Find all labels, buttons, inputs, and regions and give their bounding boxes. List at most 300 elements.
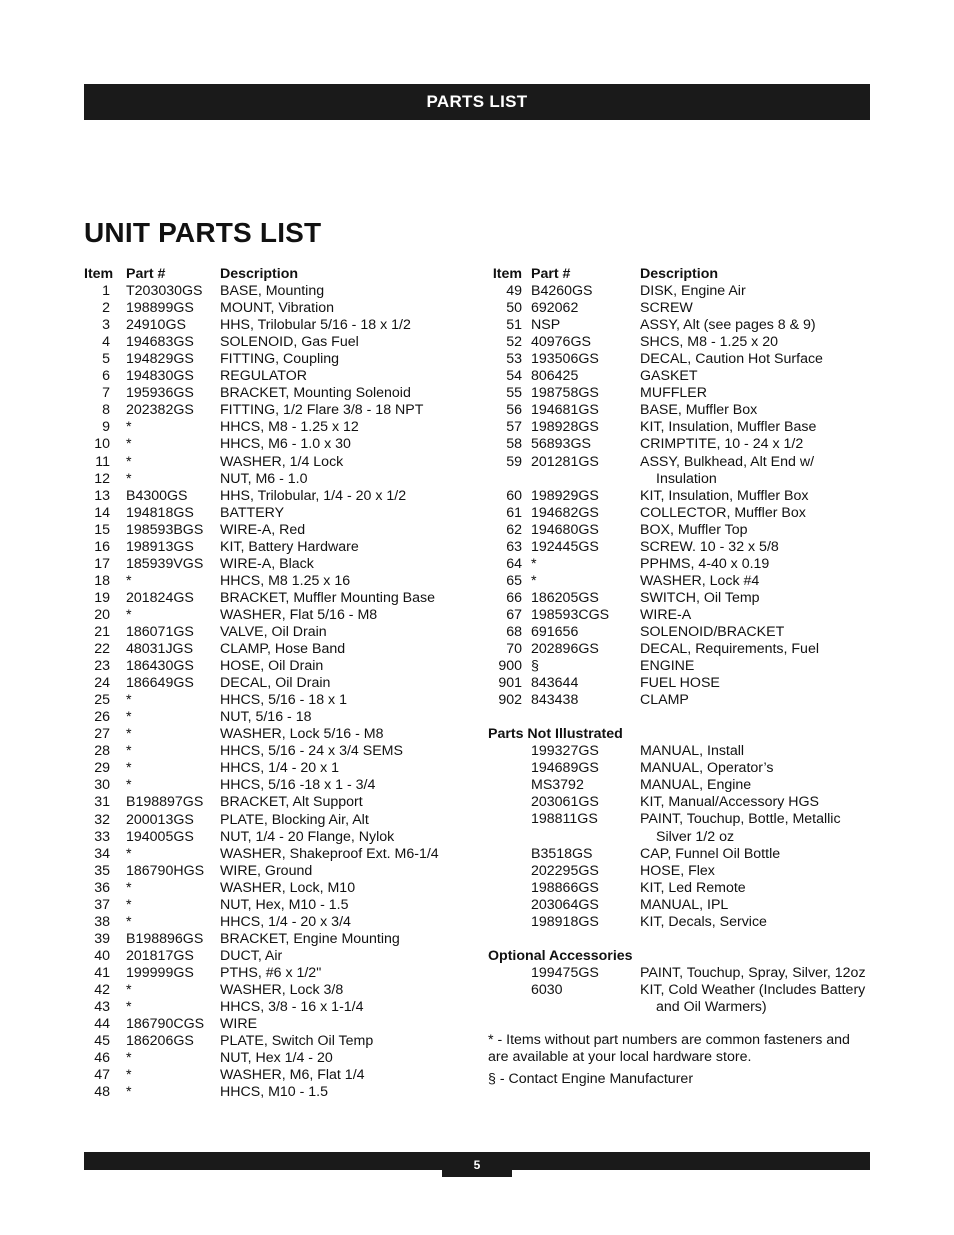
part-number: * <box>126 606 132 623</box>
item-number: 33 <box>94 828 110 845</box>
part-number: B4300GS <box>126 487 188 504</box>
table-row <box>488 641 878 658</box>
part-number: 185939VGS <box>126 555 204 572</box>
header-description: Description <box>640 266 719 282</box>
item-number: 35 <box>94 862 110 879</box>
part-description: WIRE-A <box>640 606 692 623</box>
table-row <box>84 471 464 488</box>
item-number: 38 <box>94 913 110 930</box>
item-number: 64 <box>506 555 522 572</box>
part-number: 186649GS <box>126 675 194 692</box>
part-number: § <box>531 658 539 675</box>
item-number: 14 <box>94 504 110 521</box>
part-number: T203030GS <box>126 283 203 300</box>
part-description: NUT, Hex 1/4 - 20 <box>220 1050 333 1067</box>
table-body-right <box>488 283 878 709</box>
list-item <box>488 760 878 777</box>
item-number-blank <box>488 471 522 488</box>
table-row <box>84 999 464 1016</box>
table-row <box>84 658 464 675</box>
fasteners-note: * - Items without part numbers are common fasteners and are available at your local hardware store. <box>488 1031 850 1065</box>
table-header-row <box>488 266 878 283</box>
table-row <box>84 914 464 931</box>
part-number: * <box>126 999 132 1016</box>
part-number: * <box>126 572 132 589</box>
table-row <box>84 726 464 743</box>
table-row <box>488 334 878 351</box>
part-number: 194829GS <box>126 351 194 368</box>
item-number: 51 <box>506 317 522 334</box>
table-row <box>488 573 878 590</box>
table-row <box>84 675 464 692</box>
list-item <box>488 880 878 897</box>
table-row <box>84 539 464 556</box>
part-description: MANUAL, Operator’s <box>640 760 774 777</box>
part-number: * <box>126 1067 132 1084</box>
item-number: 26 <box>94 709 110 726</box>
table-row <box>84 283 464 300</box>
part-number: B4260GS <box>531 283 593 300</box>
part-number: 201281GS <box>531 453 599 470</box>
part-number: 186071GS <box>126 623 194 640</box>
item-number: 57 <box>506 419 522 436</box>
part-number: 201817GS <box>126 947 194 964</box>
item-number: 11 <box>95 453 110 470</box>
item-number: 50 <box>506 300 522 317</box>
item-number: 20 <box>94 606 110 623</box>
table-row <box>84 641 464 658</box>
item-number: 42 <box>94 981 110 998</box>
table-row <box>84 794 464 811</box>
item-number: 6 <box>102 368 110 385</box>
page-number-label: 5 <box>473 1157 481 1172</box>
table-row <box>84 760 464 777</box>
part-number: * <box>531 572 537 589</box>
part-number: 843644 <box>531 675 579 692</box>
part-number: NSP <box>531 317 561 334</box>
table-row <box>84 709 464 726</box>
part-number: 692062 <box>531 300 579 317</box>
item-number: 18 <box>94 572 110 589</box>
table-body-left <box>84 283 464 1101</box>
part-description: HHCS, 5/16 -18 x 1 - 3/4 <box>220 777 376 794</box>
part-number: 199999GS <box>126 964 194 981</box>
item-number: 45 <box>94 1033 110 1050</box>
part-number: 186430GS <box>126 658 194 675</box>
part-description: ASSY, Bulkhead, Alt End w/ <box>640 453 815 470</box>
part-number: 48031JGS <box>126 641 194 658</box>
table-row <box>84 982 464 999</box>
table-row <box>84 829 464 846</box>
part-description: HHCS, M8 - 1.25 x 12 <box>220 419 359 436</box>
part-number: * <box>126 743 132 760</box>
table-row <box>84 897 464 914</box>
part-number: * <box>126 760 132 777</box>
item-number: 52 <box>506 334 522 351</box>
item-number: 49 <box>506 283 522 300</box>
item-number: 70 <box>506 641 522 658</box>
item-number: 31 <box>94 794 110 811</box>
item-number: 15 <box>94 521 110 538</box>
table-row <box>84 931 464 948</box>
part-description: REGULATOR <box>220 368 307 385</box>
part-description: PLATE, Blocking Air, Alt <box>220 811 369 828</box>
part-number: * <box>126 879 132 896</box>
part-number: 202896GS <box>531 641 599 658</box>
part-number: 691656 <box>531 623 579 640</box>
table-row <box>84 368 464 385</box>
part-description: SOLENOID/BRACKET <box>640 623 785 640</box>
parts-not-illustrated-list <box>488 743 878 931</box>
table-row <box>84 812 464 829</box>
item-number: 7 <box>102 385 110 402</box>
part-number: 194682GS <box>531 504 599 521</box>
part-number-blank <box>488 999 640 1016</box>
part-number: 186206GS <box>126 1033 194 1050</box>
table-row <box>84 880 464 897</box>
part-number: 6030 <box>531 981 563 998</box>
part-description: DECAL, Caution Hot Surface <box>640 351 823 368</box>
optional-accessories-heading: Optional Accessories <box>488 947 633 964</box>
part-description: MANUAL, Engine <box>640 777 752 794</box>
item-number: 54 <box>506 368 522 385</box>
part-number: * <box>126 777 132 794</box>
part-description: PAINT, Touchup, Bottle, Metallic <box>640 811 841 828</box>
part-description: HOSE, Flex <box>640 862 715 879</box>
part-description: BRACKET, Alt Support <box>220 794 363 811</box>
item-number: 22 <box>94 641 110 658</box>
item-number: 56 <box>506 402 522 419</box>
table-row <box>84 777 464 794</box>
item-number: 28 <box>94 743 110 760</box>
part-description: ENGINE <box>640 658 695 675</box>
part-number: 199475GS <box>531 964 599 981</box>
table-row <box>488 454 878 471</box>
table-row <box>488 658 878 675</box>
part-number: B3518GS <box>531 845 593 862</box>
part-number: 186790HGS <box>126 862 205 879</box>
item-number: 68 <box>506 623 522 640</box>
part-number: 198866GS <box>531 879 599 896</box>
item-number: 2 <box>102 300 110 317</box>
part-description: BASE, Muffler Box <box>640 402 758 419</box>
item-number: 36 <box>94 879 110 896</box>
part-description: CAP, Funnel Oil Bottle <box>640 845 781 862</box>
list-item <box>488 811 878 828</box>
part-number: 198593BGS <box>126 521 204 538</box>
table-row <box>488 351 878 368</box>
part-number: 202295GS <box>531 862 599 879</box>
part-description: WASHER, Shakeproof Ext. M6-1/4 <box>220 845 439 862</box>
part-description: MANUAL, IPL <box>640 896 729 913</box>
table-row <box>84 419 464 436</box>
item-number: 902 <box>498 692 522 709</box>
part-description: VALVE, Oil Drain <box>220 623 327 640</box>
part-number: * <box>126 470 132 487</box>
table-row <box>84 692 464 709</box>
part-description: HHCS, M8 1.25 x 16 <box>220 572 351 589</box>
part-description: BRACKET, Mounting Solenoid <box>220 385 411 402</box>
part-description: BATTERY <box>220 504 285 521</box>
part-number: 198913GS <box>126 538 194 555</box>
part-description: HHS, Trilobular 5/16 - 18 x 1/2 <box>220 317 411 334</box>
part-description: HOSE, Oil Drain <box>220 658 324 675</box>
item-number: 43 <box>94 999 110 1016</box>
table-row <box>488 556 878 573</box>
part-number: * <box>531 555 537 572</box>
item-number: 55 <box>506 385 522 402</box>
list-item <box>488 846 878 863</box>
part-description: KIT, Battery Hardware <box>220 538 359 555</box>
table-row <box>488 607 878 624</box>
part-description: WIRE <box>220 1016 258 1033</box>
part-number: B198897GS <box>126 794 204 811</box>
part-number: 198928GS <box>531 419 599 436</box>
item-number: 12 <box>94 470 110 487</box>
part-description: WASHER, M6, Flat 1/4 <box>220 1067 365 1084</box>
part-description-continued: and Oil Warmers) <box>656 998 767 1015</box>
table-row <box>84 1067 464 1084</box>
table-row <box>488 590 878 607</box>
part-number: 198899GS <box>126 300 194 317</box>
table-row <box>488 300 878 317</box>
part-number: 203061GS <box>531 794 599 811</box>
item-number: 1 <box>102 283 110 300</box>
part-number: 194689GS <box>531 760 599 777</box>
part-number: 201824GS <box>126 589 194 606</box>
part-number: 806425 <box>531 368 579 385</box>
page-title: UNIT PARTS LIST <box>84 217 322 248</box>
part-description: KIT, Insulation, Muffler Box <box>640 487 809 504</box>
parts-table-left <box>84 266 464 1101</box>
table-row <box>84 1050 464 1067</box>
part-description: FITTING, Coupling <box>220 351 340 368</box>
part-description: HHCS, 5/16 - 18 x 1 <box>220 692 347 709</box>
part-description: KIT, Decals, Service <box>640 913 767 930</box>
part-description: MANUAL, Install <box>640 743 745 760</box>
part-number: 200013GS <box>126 811 194 828</box>
list-item <box>488 982 878 999</box>
item-number: 58 <box>506 436 522 453</box>
part-number: 186205GS <box>531 589 599 606</box>
part-number: * <box>126 692 132 709</box>
part-description: DECAL, Requirements, Fuel <box>640 641 819 658</box>
header-part: Part # <box>531 266 571 282</box>
table-row <box>84 334 464 351</box>
part-description: KIT, Led Remote <box>640 879 746 896</box>
item-number: 65 <box>506 572 522 589</box>
table-row <box>84 317 464 334</box>
item-number: 62 <box>506 521 522 538</box>
item-number: 25 <box>94 692 110 709</box>
engine-manufacturer-note: § - Contact Engine Manufacturer <box>488 1071 694 1088</box>
part-description: HHCS, 1/4 - 20 x 1 <box>220 760 340 777</box>
item-number: 17 <box>94 555 110 572</box>
item-number: 5 <box>102 351 110 368</box>
part-number: 186790CGS <box>126 1016 205 1033</box>
table-row <box>84 454 464 471</box>
item-number: 63 <box>506 538 522 555</box>
table-row <box>84 505 464 522</box>
section-header-bar <box>84 84 870 120</box>
part-description: BASE, Mounting <box>220 283 325 300</box>
item-number: 48 <box>94 1084 110 1101</box>
part-description: HHCS, M10 - 1.5 <box>220 1084 329 1101</box>
item-number: 21 <box>94 623 110 640</box>
part-description-continued: Insulation <box>656 470 717 487</box>
table-row <box>84 863 464 880</box>
table-row <box>84 488 464 505</box>
part-description: SCREW <box>640 300 693 317</box>
part-description: DUCT, Air <box>220 947 283 964</box>
part-number: * <box>126 436 132 453</box>
part-description: PTHS, #6 x 1/2" <box>220 964 322 981</box>
table-row <box>84 590 464 607</box>
part-number: 195936GS <box>126 385 194 402</box>
part-number: * <box>126 981 132 998</box>
part-description: MOUNT, Vibration <box>220 300 335 317</box>
table-row <box>488 624 878 641</box>
table-row <box>488 522 878 539</box>
item-number: 47 <box>94 1067 110 1084</box>
part-description: CLAMP, Hose Band <box>220 641 346 658</box>
table-row <box>488 488 878 505</box>
part-description: SWITCH, Oil Temp <box>640 589 760 606</box>
part-number-blank <box>522 471 640 488</box>
part-description: WASHER, Lock 5/16 - M8 <box>220 726 384 743</box>
part-number: * <box>126 419 132 436</box>
item-number: 29 <box>94 760 110 777</box>
table-row <box>488 368 878 385</box>
list-item <box>488 863 878 880</box>
part-number: 194818GS <box>126 504 194 521</box>
table-row <box>84 351 464 368</box>
part-description: CRIMPTITE, 10 - 24 x 1/2 <box>640 436 804 453</box>
part-number: 199327GS <box>531 743 599 760</box>
item-number: 24 <box>94 675 110 692</box>
part-description: HHCS, 5/16 - 24 x 3/4 SEMS <box>220 743 403 760</box>
part-number: * <box>126 913 132 930</box>
part-description: WASHER, Lock #4 <box>640 572 760 589</box>
part-number: * <box>126 896 132 913</box>
item-number: 32 <box>94 811 110 828</box>
item-number: 67 <box>506 606 522 623</box>
item-number: 4 <box>102 334 110 351</box>
part-description: KIT, Manual/Accessory HGS <box>640 794 819 811</box>
part-description: FUEL HOSE <box>640 675 720 692</box>
item-number: 37 <box>94 896 110 913</box>
part-description: PPHMS, 4-40 x 0.19 <box>640 555 770 572</box>
part-description: WASHER, Flat 5/16 - M8 <box>220 606 378 623</box>
part-description: MUFFLER <box>640 385 707 402</box>
part-number: * <box>126 845 132 862</box>
section-header-title: PARTS LIST <box>426 92 528 111</box>
table-row <box>84 436 464 453</box>
part-description: ASSY, Alt (see pages 8 & 9) <box>640 317 816 334</box>
item-number: 46 <box>94 1050 110 1067</box>
part-number: 194680GS <box>531 521 599 538</box>
part-number: 203064GS <box>531 896 599 913</box>
item-number: 16 <box>94 538 110 555</box>
part-description: HHCS, M6 - 1.0 x 30 <box>220 436 351 453</box>
table-row <box>488 436 878 453</box>
item-number: 39 <box>94 930 110 947</box>
part-description: BRACKET, Muffler Mounting Base <box>220 589 436 606</box>
part-description: KIT, Cold Weather (Includes Battery <box>640 981 866 998</box>
part-number: 198593CGS <box>531 606 610 623</box>
part-description: GASKET <box>640 368 698 385</box>
part-number: 194830GS <box>126 368 194 385</box>
list-item <box>488 897 878 914</box>
item-number: 27 <box>94 726 110 743</box>
part-number: * <box>126 726 132 743</box>
part-number-blank <box>488 829 640 846</box>
table-row <box>84 573 464 590</box>
page-number <box>442 1152 512 1177</box>
part-number: 24910GS <box>126 317 186 334</box>
table-row <box>84 607 464 624</box>
table-row <box>84 1016 464 1033</box>
item-number: 8 <box>102 402 110 419</box>
part-description: DECAL, Oil Drain <box>220 675 331 692</box>
item-number: 9 <box>102 419 110 436</box>
optional-accessories-list <box>488 965 878 1016</box>
item-number: 13 <box>94 487 110 504</box>
part-description: HHCS, 1/4 - 20 x 3/4 <box>220 913 351 930</box>
list-item <box>488 777 878 794</box>
part-number: * <box>126 709 132 726</box>
item-number: 41 <box>94 964 110 981</box>
part-number: 198811GS <box>531 811 598 828</box>
parts-table-right <box>488 266 878 1088</box>
header-part: Part # <box>126 266 166 282</box>
item-number: 59 <box>506 453 522 470</box>
table-row <box>488 692 878 709</box>
part-number: 194683GS <box>126 334 194 351</box>
part-description: BOX, Muffler Top <box>640 521 748 538</box>
table-row <box>488 317 878 334</box>
list-item <box>488 794 878 811</box>
part-number: 192445GS <box>531 538 599 555</box>
part-number: 40976GS <box>531 334 591 351</box>
part-description: COLLECTOR, Muffler Box <box>640 504 806 521</box>
part-description: WIRE-A, Red <box>220 521 306 538</box>
table-row <box>488 402 878 419</box>
part-description: SHCS, M8 - 1.25 x 20 <box>640 334 778 351</box>
part-number: 198758GS <box>531 385 599 402</box>
table-row <box>488 283 878 300</box>
table-row <box>84 385 464 402</box>
parts-not-illustrated-heading: Parts Not Illustrated <box>488 726 623 743</box>
table-row <box>84 1084 464 1101</box>
part-description: SOLENOID, Gas Fuel <box>220 334 359 351</box>
item-number: 19 <box>94 589 110 606</box>
table-row <box>488 385 878 402</box>
table-row <box>84 624 464 641</box>
header-description: Description <box>220 266 299 282</box>
item-number: 61 <box>506 504 522 521</box>
part-number: 193506GS <box>531 351 599 368</box>
part-number: 194681GS <box>531 402 599 419</box>
item-number: 23 <box>94 658 110 675</box>
list-item <box>488 743 878 760</box>
table-row <box>84 846 464 863</box>
part-description: HHS, Trilobular, 1/4 - 20 x 1/2 <box>220 487 407 504</box>
item-number: 40 <box>94 947 110 964</box>
part-description: PLATE, Switch Oil Temp <box>220 1033 374 1050</box>
table-row <box>84 743 464 760</box>
part-description: WIRE-A, Black <box>220 555 314 572</box>
